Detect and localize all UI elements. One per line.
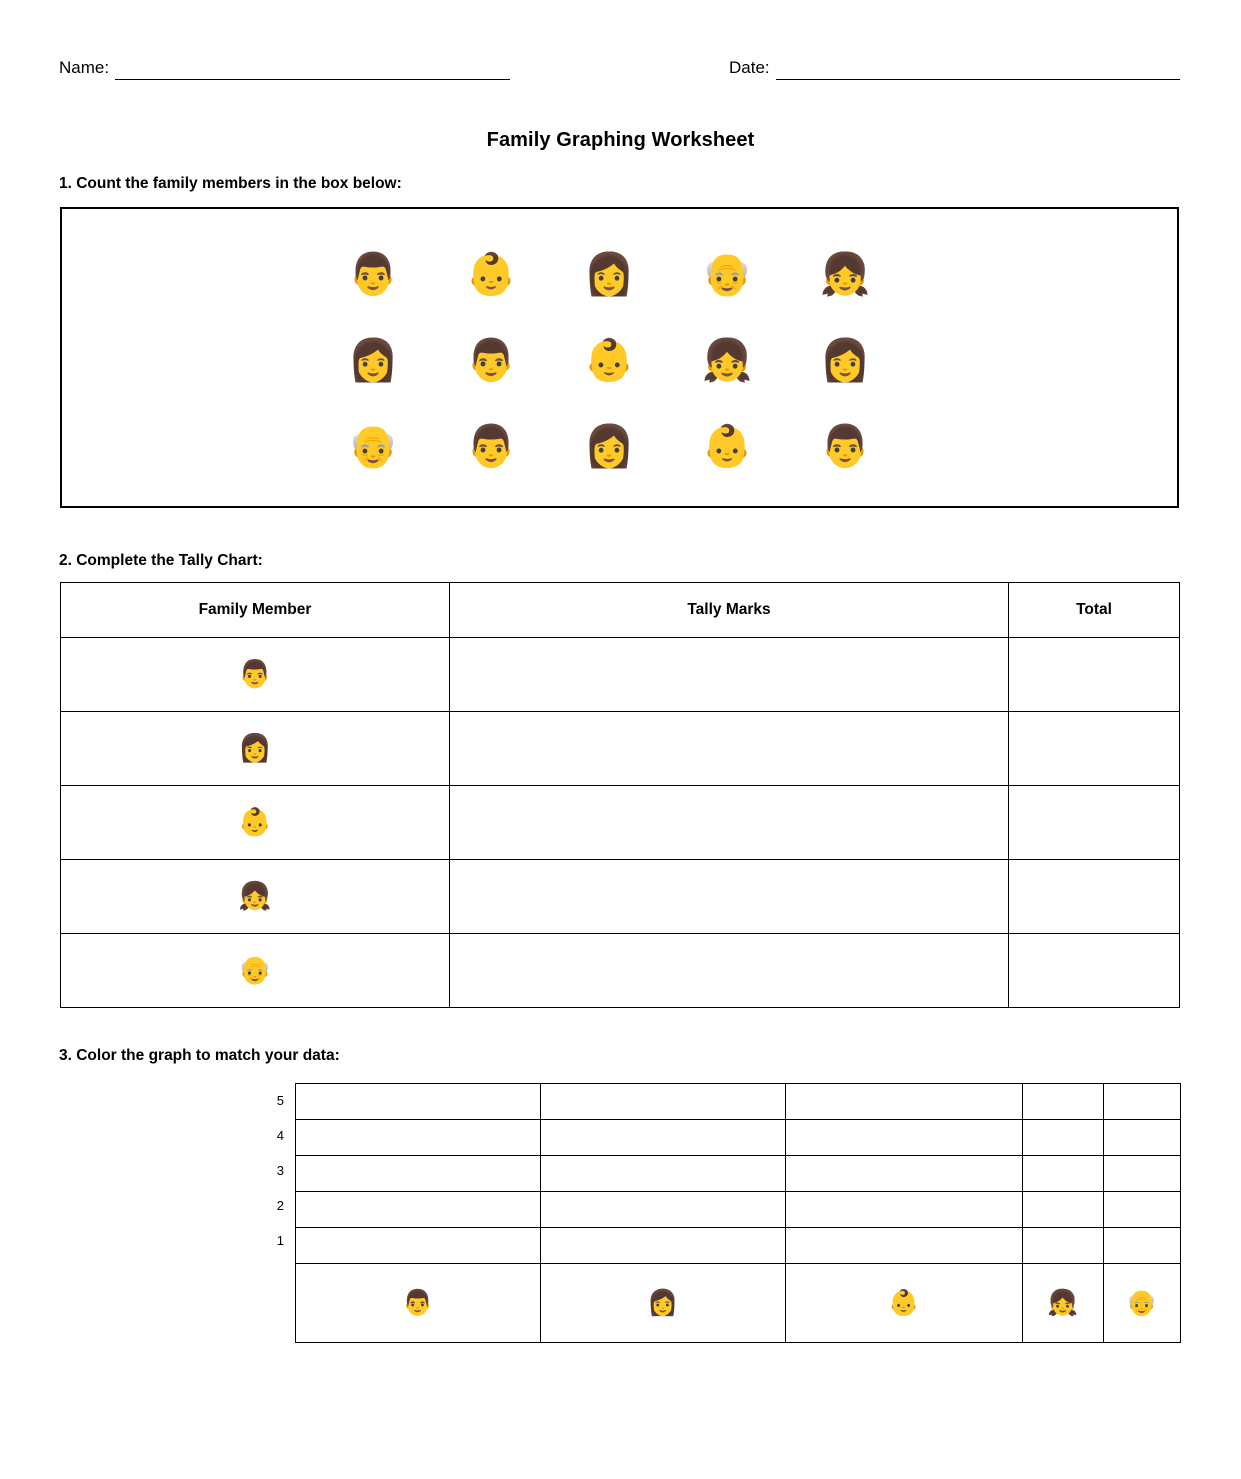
tally-marks-cell[interactable] (450, 786, 1009, 860)
graph-label-man (296, 1264, 541, 1343)
y-tick-1: 1 (276, 1233, 284, 1248)
table-row (61, 934, 1180, 1008)
graph-label-woman (541, 1264, 786, 1343)
section-2-heading: 2. Complete the Tally Chart: (59, 552, 263, 569)
girl-icon: 👧 (701, 335, 753, 384)
graph-cell-older-man-4[interactable] (1104, 1120, 1181, 1156)
tally-header-total: Total (1009, 583, 1180, 638)
graph-label-older-man (1104, 1264, 1181, 1343)
graph-grid-table (295, 1083, 1181, 1343)
woman-icon: 👩 (583, 249, 635, 298)
coloring-graph (256, 1083, 1180, 1382)
woman-icon: 👩 (647, 1288, 679, 1317)
graph-cell-baby-5[interactable] (786, 1084, 1023, 1120)
header-fields (0, 55, 1241, 95)
graph-value-row-2 (296, 1192, 1181, 1228)
baby-icon: 👶 (238, 807, 272, 838)
older-man-icon: 👴 (347, 421, 399, 470)
graph-value-row-3 (296, 1156, 1181, 1192)
graph-cell-woman-2[interactable] (541, 1192, 786, 1228)
tally-marks-cell[interactable] (450, 638, 1009, 712)
tally-total-cell[interactable] (1009, 786, 1180, 860)
y-tick-5: 5 (276, 1093, 284, 1108)
graph-cell-man-2[interactable] (296, 1192, 541, 1228)
tally-member-cell (61, 638, 450, 712)
older-man-icon: 👴 (1126, 1288, 1158, 1317)
graph-y-axis (256, 1083, 289, 1258)
y-tick-2: 2 (276, 1198, 284, 1213)
graph-cell-woman-4[interactable] (541, 1120, 786, 1156)
graph-cell-woman-5[interactable] (541, 1084, 786, 1120)
graph-cell-man-4[interactable] (296, 1120, 541, 1156)
graph-cell-girl-2[interactable] (1023, 1192, 1104, 1228)
tally-marks-cell[interactable] (450, 712, 1009, 786)
man-icon: 👨 (465, 335, 517, 384)
graph-cell-baby-3[interactable] (786, 1156, 1023, 1192)
graph-cell-girl-1[interactable] (1023, 1228, 1104, 1264)
date-label: Date: (729, 58, 770, 77)
tally-member-cell (61, 712, 450, 786)
girl-icon: 👧 (238, 881, 272, 912)
emoji-row (62, 403, 1177, 489)
older-man-icon: 👴 (701, 249, 753, 298)
family-members-box (60, 207, 1179, 508)
graph-cell-older-man-1[interactable] (1104, 1228, 1181, 1264)
tally-member-cell (61, 860, 450, 934)
tally-total-cell[interactable] (1009, 638, 1180, 712)
graph-cell-older-man-5[interactable] (1104, 1084, 1181, 1120)
name-field-group[interactable] (59, 55, 510, 80)
tally-total-cell[interactable] (1009, 860, 1180, 934)
graph-cell-man-3[interactable] (296, 1156, 541, 1192)
man-icon: 👨 (819, 421, 871, 470)
tally-member-cell (61, 786, 450, 860)
tally-marks-cell[interactable] (450, 860, 1009, 934)
graph-label-girl (1023, 1264, 1104, 1343)
tally-header-family-member: Family Member (61, 583, 450, 638)
date-input-line[interactable] (776, 55, 1180, 80)
tally-total-cell[interactable] (1009, 712, 1180, 786)
date-field-group[interactable] (729, 55, 1180, 80)
woman-icon: 👩 (819, 335, 871, 384)
woman-icon: 👩 (238, 733, 272, 764)
emoji-row (62, 317, 1177, 403)
graph-cell-baby-4[interactable] (786, 1120, 1023, 1156)
baby-icon: 👶 (701, 421, 753, 470)
graph-value-row-4 (296, 1120, 1181, 1156)
graph-cell-girl-4[interactable] (1023, 1120, 1104, 1156)
graph-cell-older-man-2[interactable] (1104, 1192, 1181, 1228)
family-emoji-grid (62, 209, 1177, 506)
man-icon: 👨 (402, 1288, 434, 1317)
graph-value-row-5 (296, 1084, 1181, 1120)
graph-cell-woman-3[interactable] (541, 1156, 786, 1192)
graph-cell-man-1[interactable] (296, 1228, 541, 1264)
older-man-icon: 👴 (238, 955, 272, 986)
graph-cell-girl-3[interactable] (1023, 1156, 1104, 1192)
tally-marks-cell[interactable] (450, 934, 1009, 1008)
table-row (61, 712, 1180, 786)
y-tick-3: 3 (276, 1163, 284, 1178)
graph-cell-older-man-3[interactable] (1104, 1156, 1181, 1192)
table-row (61, 638, 1180, 712)
girl-icon: 👧 (1047, 1288, 1079, 1317)
graph-cell-baby-2[interactable] (786, 1192, 1023, 1228)
graph-cell-baby-1[interactable] (786, 1228, 1023, 1264)
man-icon: 👨 (347, 249, 399, 298)
baby-icon: 👶 (888, 1288, 920, 1317)
girl-icon: 👧 (819, 249, 871, 298)
graph-cell-woman-1[interactable] (541, 1228, 786, 1264)
name-input-line[interactable] (115, 55, 510, 80)
section-3-heading: 3. Color the graph to match your data: (59, 1047, 340, 1064)
name-label: Name: (59, 58, 110, 77)
graph-cell-man-5[interactable] (296, 1084, 541, 1120)
tally-member-cell (61, 934, 450, 1008)
y-tick-4: 4 (276, 1128, 284, 1143)
graph-label-baby (786, 1264, 1023, 1343)
man-icon: 👨 (465, 421, 517, 470)
page-title: Family Graphing Worksheet (486, 129, 755, 151)
baby-icon: 👶 (583, 335, 635, 384)
woman-icon: 👩 (583, 421, 635, 470)
baby-icon: 👶 (465, 249, 517, 298)
tally-total-cell[interactable] (1009, 934, 1180, 1008)
tally-header-row (61, 583, 1180, 638)
tally-chart-table (60, 582, 1180, 1008)
man-icon: 👨 (238, 659, 272, 690)
section-1-heading: 1. Count the family members in the box below: (59, 175, 402, 192)
table-row (61, 786, 1180, 860)
graph-value-row-1 (296, 1228, 1181, 1264)
graph-cell-girl-5[interactable] (1023, 1084, 1104, 1120)
table-row (61, 860, 1180, 934)
graph-category-label-row (296, 1264, 1181, 1343)
emoji-row (62, 231, 1177, 317)
tally-header-tally-marks: Tally Marks (450, 583, 1009, 638)
woman-icon: 👩 (347, 335, 399, 384)
